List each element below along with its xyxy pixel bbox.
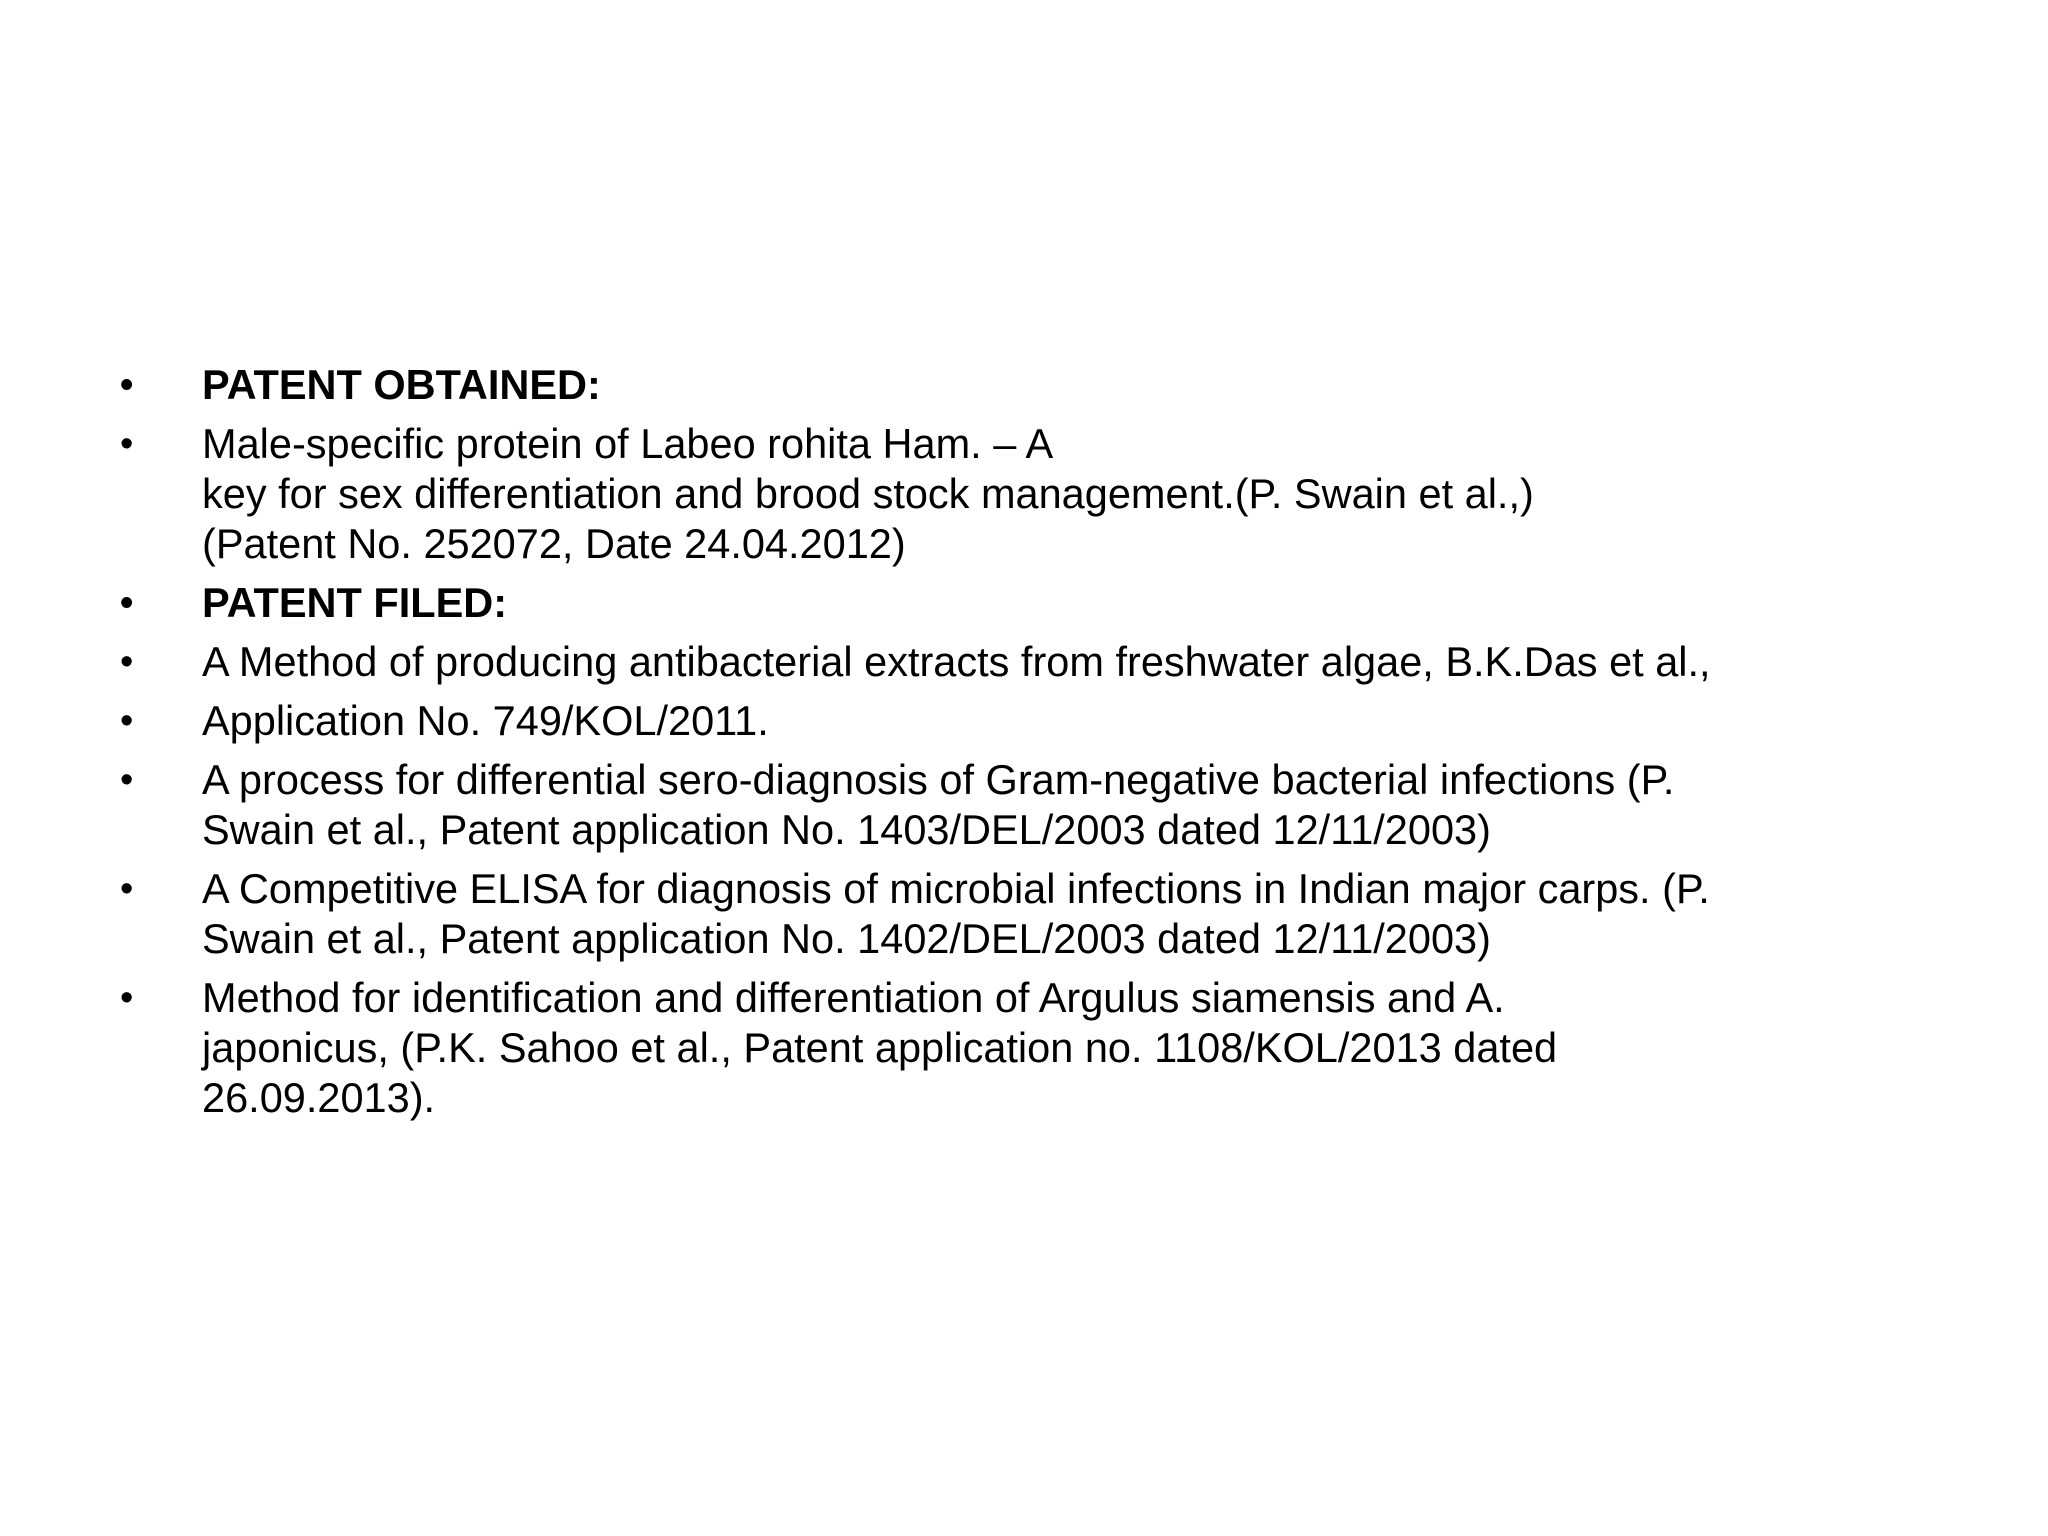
- bullet-icon: •: [120, 641, 134, 683]
- bullet-text-line: (Patent No. 252072, Date 24.04.2012): [202, 520, 906, 567]
- bullet-text-line: Swain et al., Patent application No. 1403/DEL/2003 dated 12/11/2003): [202, 806, 1491, 853]
- bullet-item-antibacterial-extracts: [120, 637, 1970, 687]
- bullet-icon: •: [120, 759, 134, 801]
- bullet-item-patent-filed-heading: [120, 578, 1970, 628]
- bullet-text: A Method of producing antibacterial extracts from freshwater algae, B.K.Das et al.,: [202, 638, 1711, 685]
- bullet-icon: •: [120, 423, 134, 465]
- bullet-item-sero-diagnosis: [120, 755, 1970, 855]
- bullet-text-line: Method for identification and differentiation of Argulus siamensis and A.: [202, 974, 1505, 1021]
- bullet-icon: •: [120, 977, 134, 1019]
- bullet-text-line: Male-specific protein of Labeo rohita Ham. – A: [202, 420, 1054, 467]
- bullet-text: PATENT FILED:: [202, 579, 508, 626]
- bullet-item-patent-obtained-heading: [120, 360, 1970, 410]
- bullet-icon: •: [120, 700, 134, 742]
- bullet-text-line: japonicus, (P.K. Sahoo et al., Patent application no. 1108/KOL/2013 dated: [202, 1024, 1558, 1071]
- bullet-text-line: Swain et al., Patent application No. 1402/DEL/2003 dated 12/11/2003): [202, 915, 1491, 962]
- bullet-list: [120, 360, 1970, 1123]
- bullet-item-application-number: [120, 696, 1970, 746]
- bullet-icon: •: [120, 364, 134, 406]
- bullet-icon: •: [120, 582, 134, 624]
- bullet-icon: •: [120, 868, 134, 910]
- bullet-item-argulus-identification: [120, 973, 1970, 1123]
- bullet-text-line: A process for differential sero-diagnosis of Gram-negative bacterial infections (P.: [202, 756, 1675, 803]
- bullet-text-line: A Competitive ELISA for diagnosis of microbial infections in Indian major carps. (P.: [202, 865, 1710, 912]
- bullet-text: PATENT OBTAINED:: [202, 361, 601, 408]
- bullet-text-line: key for sex differentiation and brood stock management.(P. Swain et al.,): [202, 470, 1534, 517]
- bullet-item-competitive-elisa: [120, 864, 1970, 964]
- bullet-text-line: 26.09.2013).: [202, 1074, 436, 1121]
- bullet-text: Application No. 749/KOL/2011.: [202, 697, 769, 744]
- slide-body: [120, 360, 1970, 1132]
- bullet-item-male-specific-protein: [120, 419, 1970, 569]
